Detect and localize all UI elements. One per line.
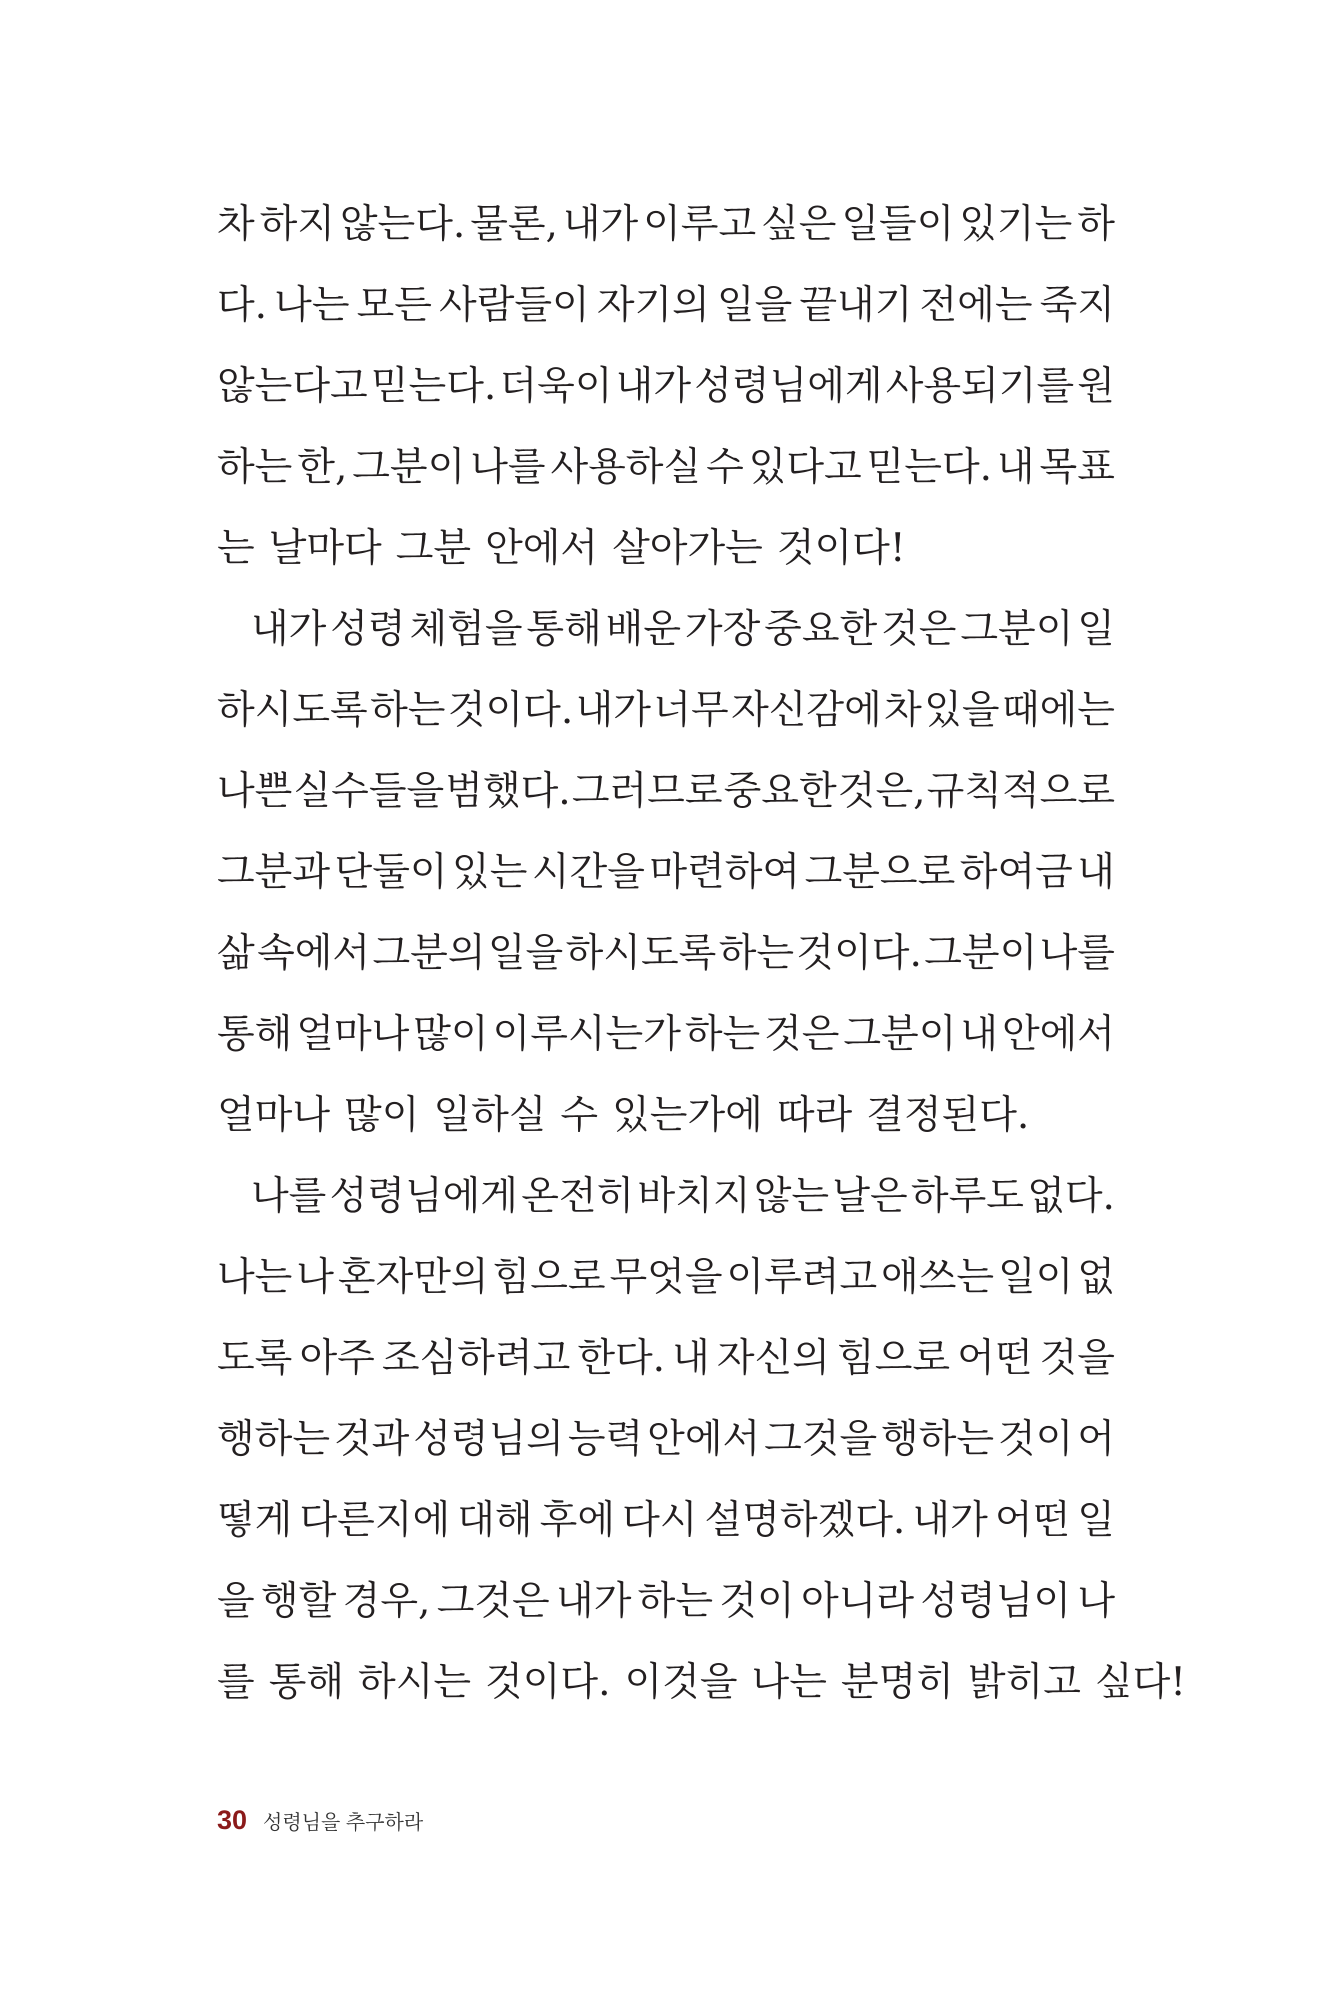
running-title: 성령님을 추구하라 bbox=[263, 1812, 424, 1834]
text-line-7: 하시도록 하는 것이다. 내가 너무 자신감에 차 있을 때에는 bbox=[217, 688, 1115, 733]
text-line-15: 도록 아주 조심하려고 한다. 내 자신의 힘으로 어떤 것을 bbox=[217, 1336, 1115, 1381]
text-line-5: 는 날마다 그분 안에서 살아가는 것이다! bbox=[217, 526, 906, 571]
text-line-6: 내가 성령 체험을 통해 배운 가장 중요한 것은 그분이 일 bbox=[251, 607, 1115, 652]
text-line-9: 그분과 단둘이 있는 시간을 마련하여 그분으로 하여금 내 bbox=[217, 850, 1115, 895]
text-line-18: 을 행할 경우, 그것은 내가 하는 것이 아니라 성령님이 나 bbox=[217, 1579, 1115, 1624]
text-line-11: 통해 얼마나 많이 이루시는가 하는 것은 그분이 내 안에서 bbox=[217, 1012, 1115, 1057]
text-line-17: 떻게 다른지에 대해 후에 다시 설명하겠다. 내가 어떤 일 bbox=[217, 1498, 1115, 1543]
body-text bbox=[217, 184, 1186, 1723]
page-number: 30 bbox=[217, 1805, 248, 1835]
text-line-16: 행하는 것과 성령님의 능력 안에서 그것을 행하는 것이 어 bbox=[217, 1417, 1115, 1462]
text-line-3: 않는다고 믿는다. 더욱이 내가 성령님에게 사용되기를 원 bbox=[217, 364, 1115, 409]
text-line-2: 다. 나는 모든 사람들이 자기의 일을 끝내기 전에는 죽지 bbox=[217, 283, 1115, 328]
text-line-19: 를 통해 하시는 것이다. 이것을 나는 분명히 밝히고 싶다! bbox=[217, 1660, 1186, 1705]
text-line-14: 나는 나 혼자만의 힘으로 무엇을 이루려고 애쓰는 일이 없 bbox=[217, 1255, 1115, 1300]
page-footer bbox=[217, 1800, 423, 1840]
text-line-4: 하는 한, 그분이 나를 사용하실 수 있다고 믿는다. 내 목표 bbox=[217, 445, 1115, 490]
text-line-12: 얼마나 많이 일하실 수 있는가에 따라 결정된다. bbox=[217, 1093, 1030, 1138]
text-line-13: 나를 성령님에게 온전히 바치지 않는 날은 하루도 없다. bbox=[251, 1174, 1115, 1219]
text-line-1: 차 하지 않는다. 물론, 내가 이루고 싶은 일들이 있기는 하 bbox=[217, 202, 1115, 247]
text-line-8: 나쁜 실수들을 범했다. 그러므로 중요한 것은, 규칙적으로 bbox=[217, 769, 1115, 814]
text-line-10: 삶 속에서 그분의 일을 하시도록 하는 것이다. 그분이 나를 bbox=[217, 931, 1115, 976]
